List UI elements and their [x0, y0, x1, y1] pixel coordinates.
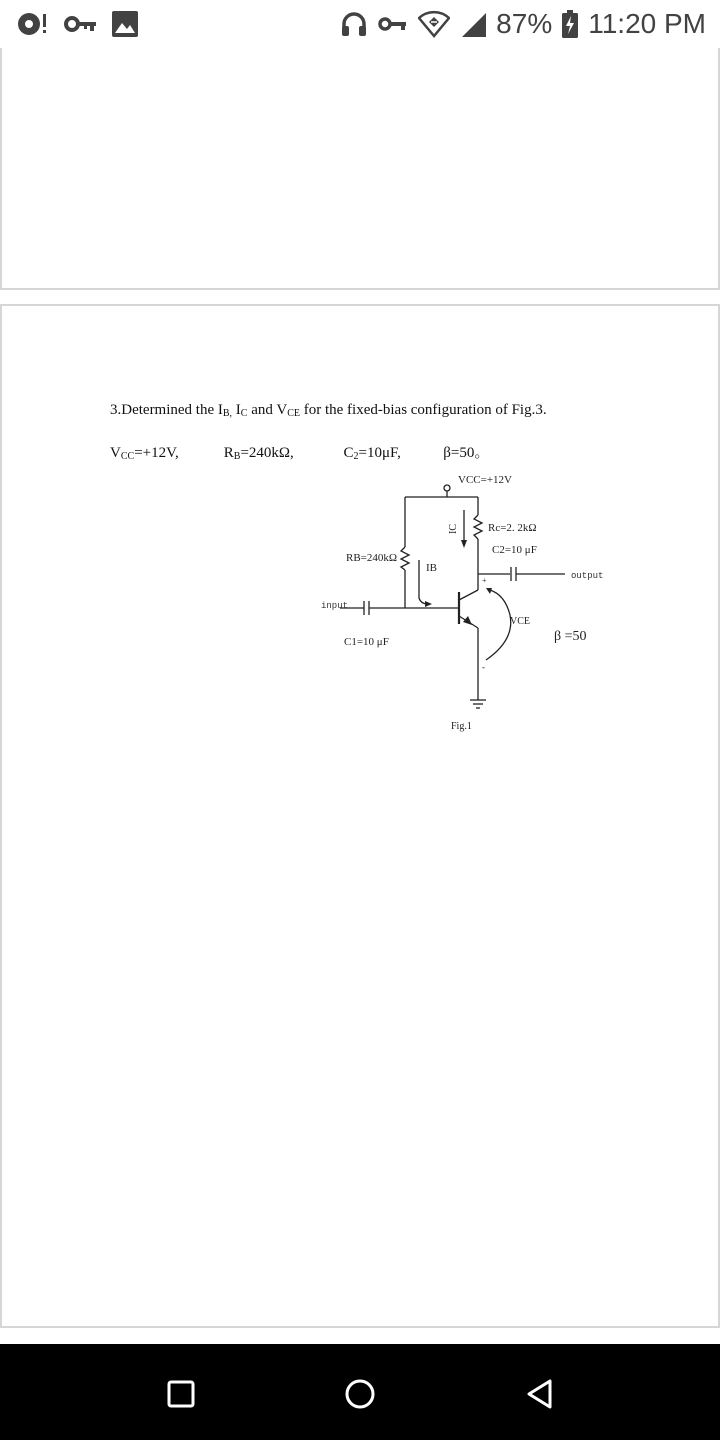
param-rb-sub: B [233, 451, 241, 462]
ib-label: IB [426, 562, 437, 574]
battery-charging-icon [562, 10, 578, 38]
vce-label: VCE [510, 616, 530, 627]
rc-resistor [474, 515, 482, 539]
battery-percent: 87% [496, 8, 553, 39]
key-icon [64, 14, 98, 34]
vpn-key-icon [378, 15, 408, 33]
title-sub-b: B, [222, 408, 233, 419]
rb-resistor [401, 547, 409, 570]
c1-label: C1=10 μF [344, 636, 389, 648]
previous-page-pane[interactable] [0, 48, 720, 290]
param-vcc-v: V [110, 445, 121, 461]
param-rb-value: =240kΩ, [240, 445, 294, 461]
title-sub-c: C [240, 408, 248, 419]
question-parameters [110, 441, 489, 462]
param-c2-value: =10μF, [358, 445, 401, 461]
param-vcc [110, 445, 220, 462]
minus-sign: - [482, 662, 485, 672]
title-text-1: 3.Determined the I [110, 402, 223, 418]
param-c2-sub: 2 [353, 451, 359, 462]
wifi-icon [418, 10, 450, 38]
navigation-bar [0, 1344, 720, 1440]
param-c2 [344, 445, 440, 462]
title-sub-ce: CE [287, 408, 300, 419]
recents-button[interactable] [161, 1374, 201, 1414]
title-text-2: I [232, 402, 241, 418]
beta-label: β =50 [554, 629, 587, 644]
clock: 11:20 PM [588, 8, 706, 39]
ic-label: IC [448, 524, 459, 534]
plus-sign: + [482, 576, 487, 585]
question-title [110, 402, 547, 419]
fixed-bias-circuit-diagram [310, 466, 610, 736]
vcc-terminal [444, 485, 450, 491]
rb-label: RB=240kΩ [346, 552, 398, 564]
signal-icon [460, 11, 486, 37]
figure-caption: Fig.1 [451, 721, 472, 732]
param-vcc-value: =+12V, [134, 445, 179, 461]
param-vcc-sub: CC [120, 451, 135, 462]
param-c2-c: C [343, 445, 354, 461]
title-text-4: for the fixed-bias configuration of Fig.3. [299, 402, 547, 418]
output-label: output [571, 571, 604, 581]
vce-arrow [486, 590, 511, 660]
back-button[interactable] [520, 1374, 560, 1414]
rc-label: Rc=2. 2kΩ [488, 522, 537, 534]
param-rb-r: R [223, 445, 234, 461]
param-rb [224, 445, 340, 462]
vcc-label: VCC=+12V [458, 474, 512, 486]
headphones-icon [340, 10, 368, 38]
image-icon [112, 11, 138, 37]
status-bar [0, 0, 720, 48]
input-label: input [321, 601, 349, 611]
notification-icon [16, 10, 50, 38]
title-text-3: and V [247, 402, 288, 418]
param-beta: β=50。 [443, 445, 490, 461]
c2-label: C2=10 μF [492, 544, 537, 556]
home-button[interactable] [340, 1374, 380, 1414]
